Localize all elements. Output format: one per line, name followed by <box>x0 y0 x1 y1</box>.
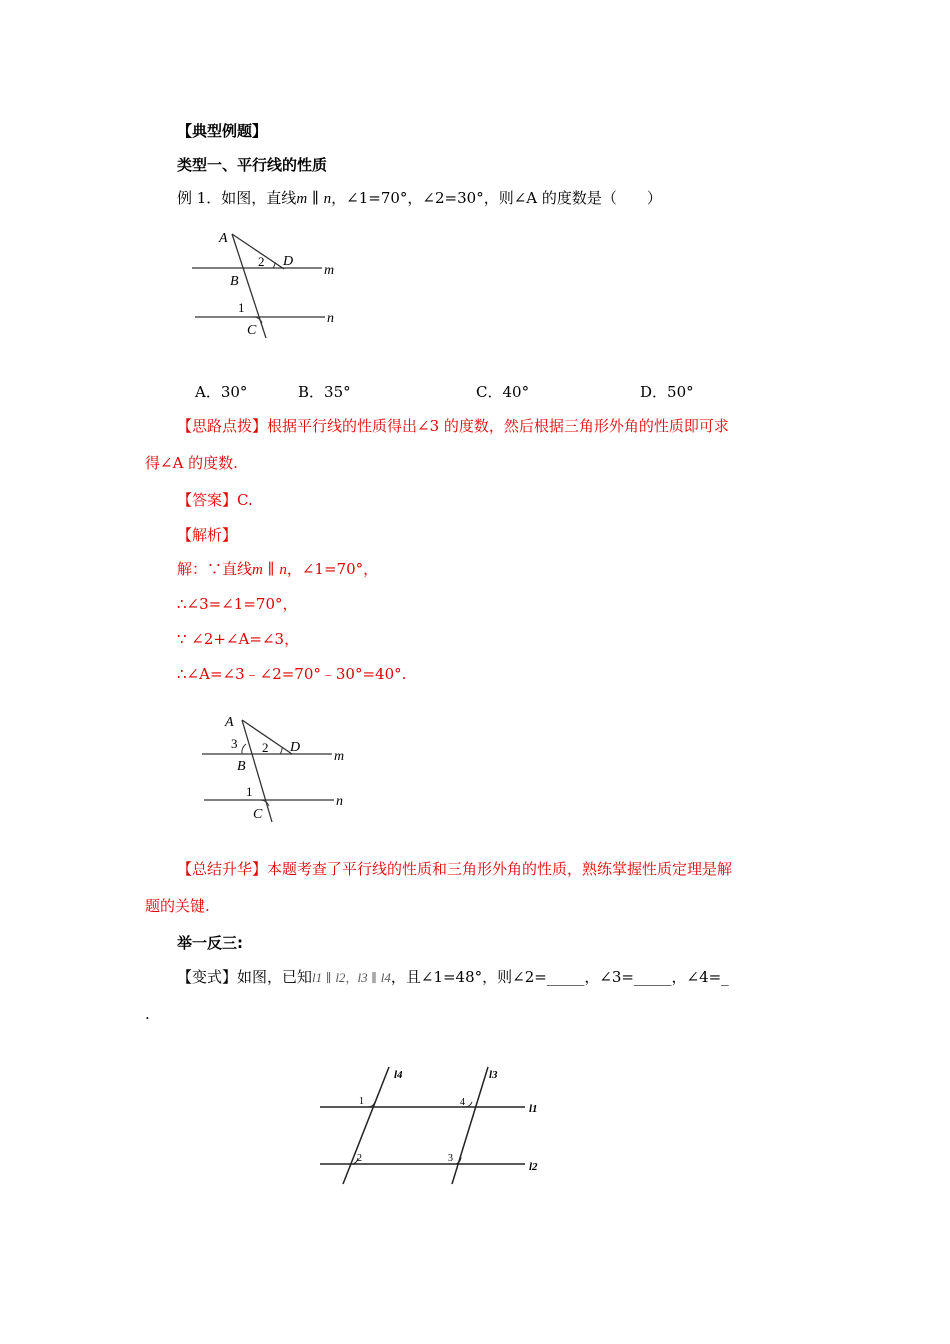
solution-line-1 <box>177 558 378 581</box>
fig3-angle-2: 2 <box>357 1153 362 1164</box>
fig2-angle-1: 1 <box>246 784 253 799</box>
fig2-label-a: A <box>225 715 234 730</box>
solution-prefix: 解：∵直线 <box>177 560 253 578</box>
figure-1 <box>185 222 360 347</box>
type-heading: 类型一、平行线的性质 <box>177 156 328 174</box>
fig2-angle-3: 3 <box>231 736 238 751</box>
variant-prefix: 【变式】如图，已知 <box>177 968 313 986</box>
solution-m: m <box>252 562 263 578</box>
fig3-label-l2: l2 <box>529 1161 538 1173</box>
fig2-label-d: D <box>290 740 301 755</box>
fig2-label-n: n <box>336 794 343 809</box>
variant-l4: l4 <box>380 970 391 985</box>
fig3-angle-1: 1 <box>359 1096 364 1107</box>
solution-line-3: ∵ ∠2+∠A=∠3， <box>177 630 300 648</box>
hint-line-1: 【思路点拨】根据平行线的性质得出∠3 的度数，然后根据三角形外角的性质即可求 <box>177 417 729 435</box>
fig2-label-b: B <box>237 759 246 774</box>
variant-suffix: ，且∠1=48°，则∠2=_____，∠3=_____，∠4=_ <box>390 968 729 986</box>
fig2-angle-2: 2 <box>262 740 269 755</box>
option-b: B．35° <box>298 383 351 401</box>
variant-l2: l2 <box>335 970 346 985</box>
analysis-header: 【解析】 <box>177 526 238 544</box>
example1-prefix: 例 1．如图，直线 <box>177 189 297 207</box>
fig3-label-l1: l1 <box>529 1103 538 1115</box>
fig1-label-b: B <box>230 274 239 289</box>
practice-heading: 举一反三: <box>177 934 243 952</box>
solution-line-4: ∴∠A=∠3﹣∠2=70°﹣30°=40°. <box>177 665 407 683</box>
option-a: A．30° <box>195 383 248 401</box>
answer: 【答案】C. <box>177 491 253 509</box>
example1-m: m <box>296 191 308 207</box>
solution-line-2: ∴∠3=∠1=70°， <box>177 595 298 613</box>
fig1-label-c: C <box>247 323 257 338</box>
variant-l1: l1 <box>312 970 323 985</box>
fig2-label-c: C <box>253 807 263 822</box>
figure-2 <box>190 706 365 831</box>
fig1-angle-2: 2 <box>258 254 265 269</box>
fig2-label-m: m <box>334 749 345 764</box>
fig3-label-l3: l3 <box>489 1069 498 1081</box>
example1-n: n <box>323 191 332 207</box>
fig1-label-m: m <box>324 263 335 278</box>
section-header: 【典型例题】 <box>177 122 268 140</box>
fig3-angle-3: 3 <box>448 1153 453 1164</box>
solution-n: n <box>279 562 287 578</box>
example1-question <box>177 187 662 210</box>
variant-question: 【变式】如图，已知l1 ∥ l2，l3 ∥ l4，且∠1=48°，则∠2=_____，∠3=_____，∠4=_ <box>177 968 729 986</box>
fig1-angle-1: 1 <box>238 300 245 315</box>
summary-line-2: 题的关键. <box>145 897 210 915</box>
figure-3 <box>315 1060 550 1190</box>
fig1-label-n: n <box>327 311 334 326</box>
variant-l3: l3 <box>357 970 368 985</box>
example1-parallel: ∥ <box>311 189 319 207</box>
hint-line-2: 得∠A 的度数. <box>145 454 238 472</box>
fig1-label-d: D <box>283 254 294 269</box>
solution-suffix: ，∠1=70°， <box>286 560 379 578</box>
solution-parallel: ∥ <box>267 560 275 578</box>
fig3-angle-4: 4 <box>460 1097 465 1108</box>
variant-trailing: . <box>145 1005 150 1023</box>
summary-line-1: 【总结升华】本题考查了平行线的性质和三角形外角的性质，熟练掌握性质定理是解 <box>177 860 733 878</box>
option-c: C．40° <box>476 383 530 401</box>
fig1-label-a: A <box>219 231 228 246</box>
example1-suffix: ，∠1=70°，∠2=30°，则∠A 的度数是（ ） <box>331 189 662 207</box>
fig3-label-l4: l4 <box>394 1069 403 1081</box>
option-d: D．50° <box>640 383 694 401</box>
